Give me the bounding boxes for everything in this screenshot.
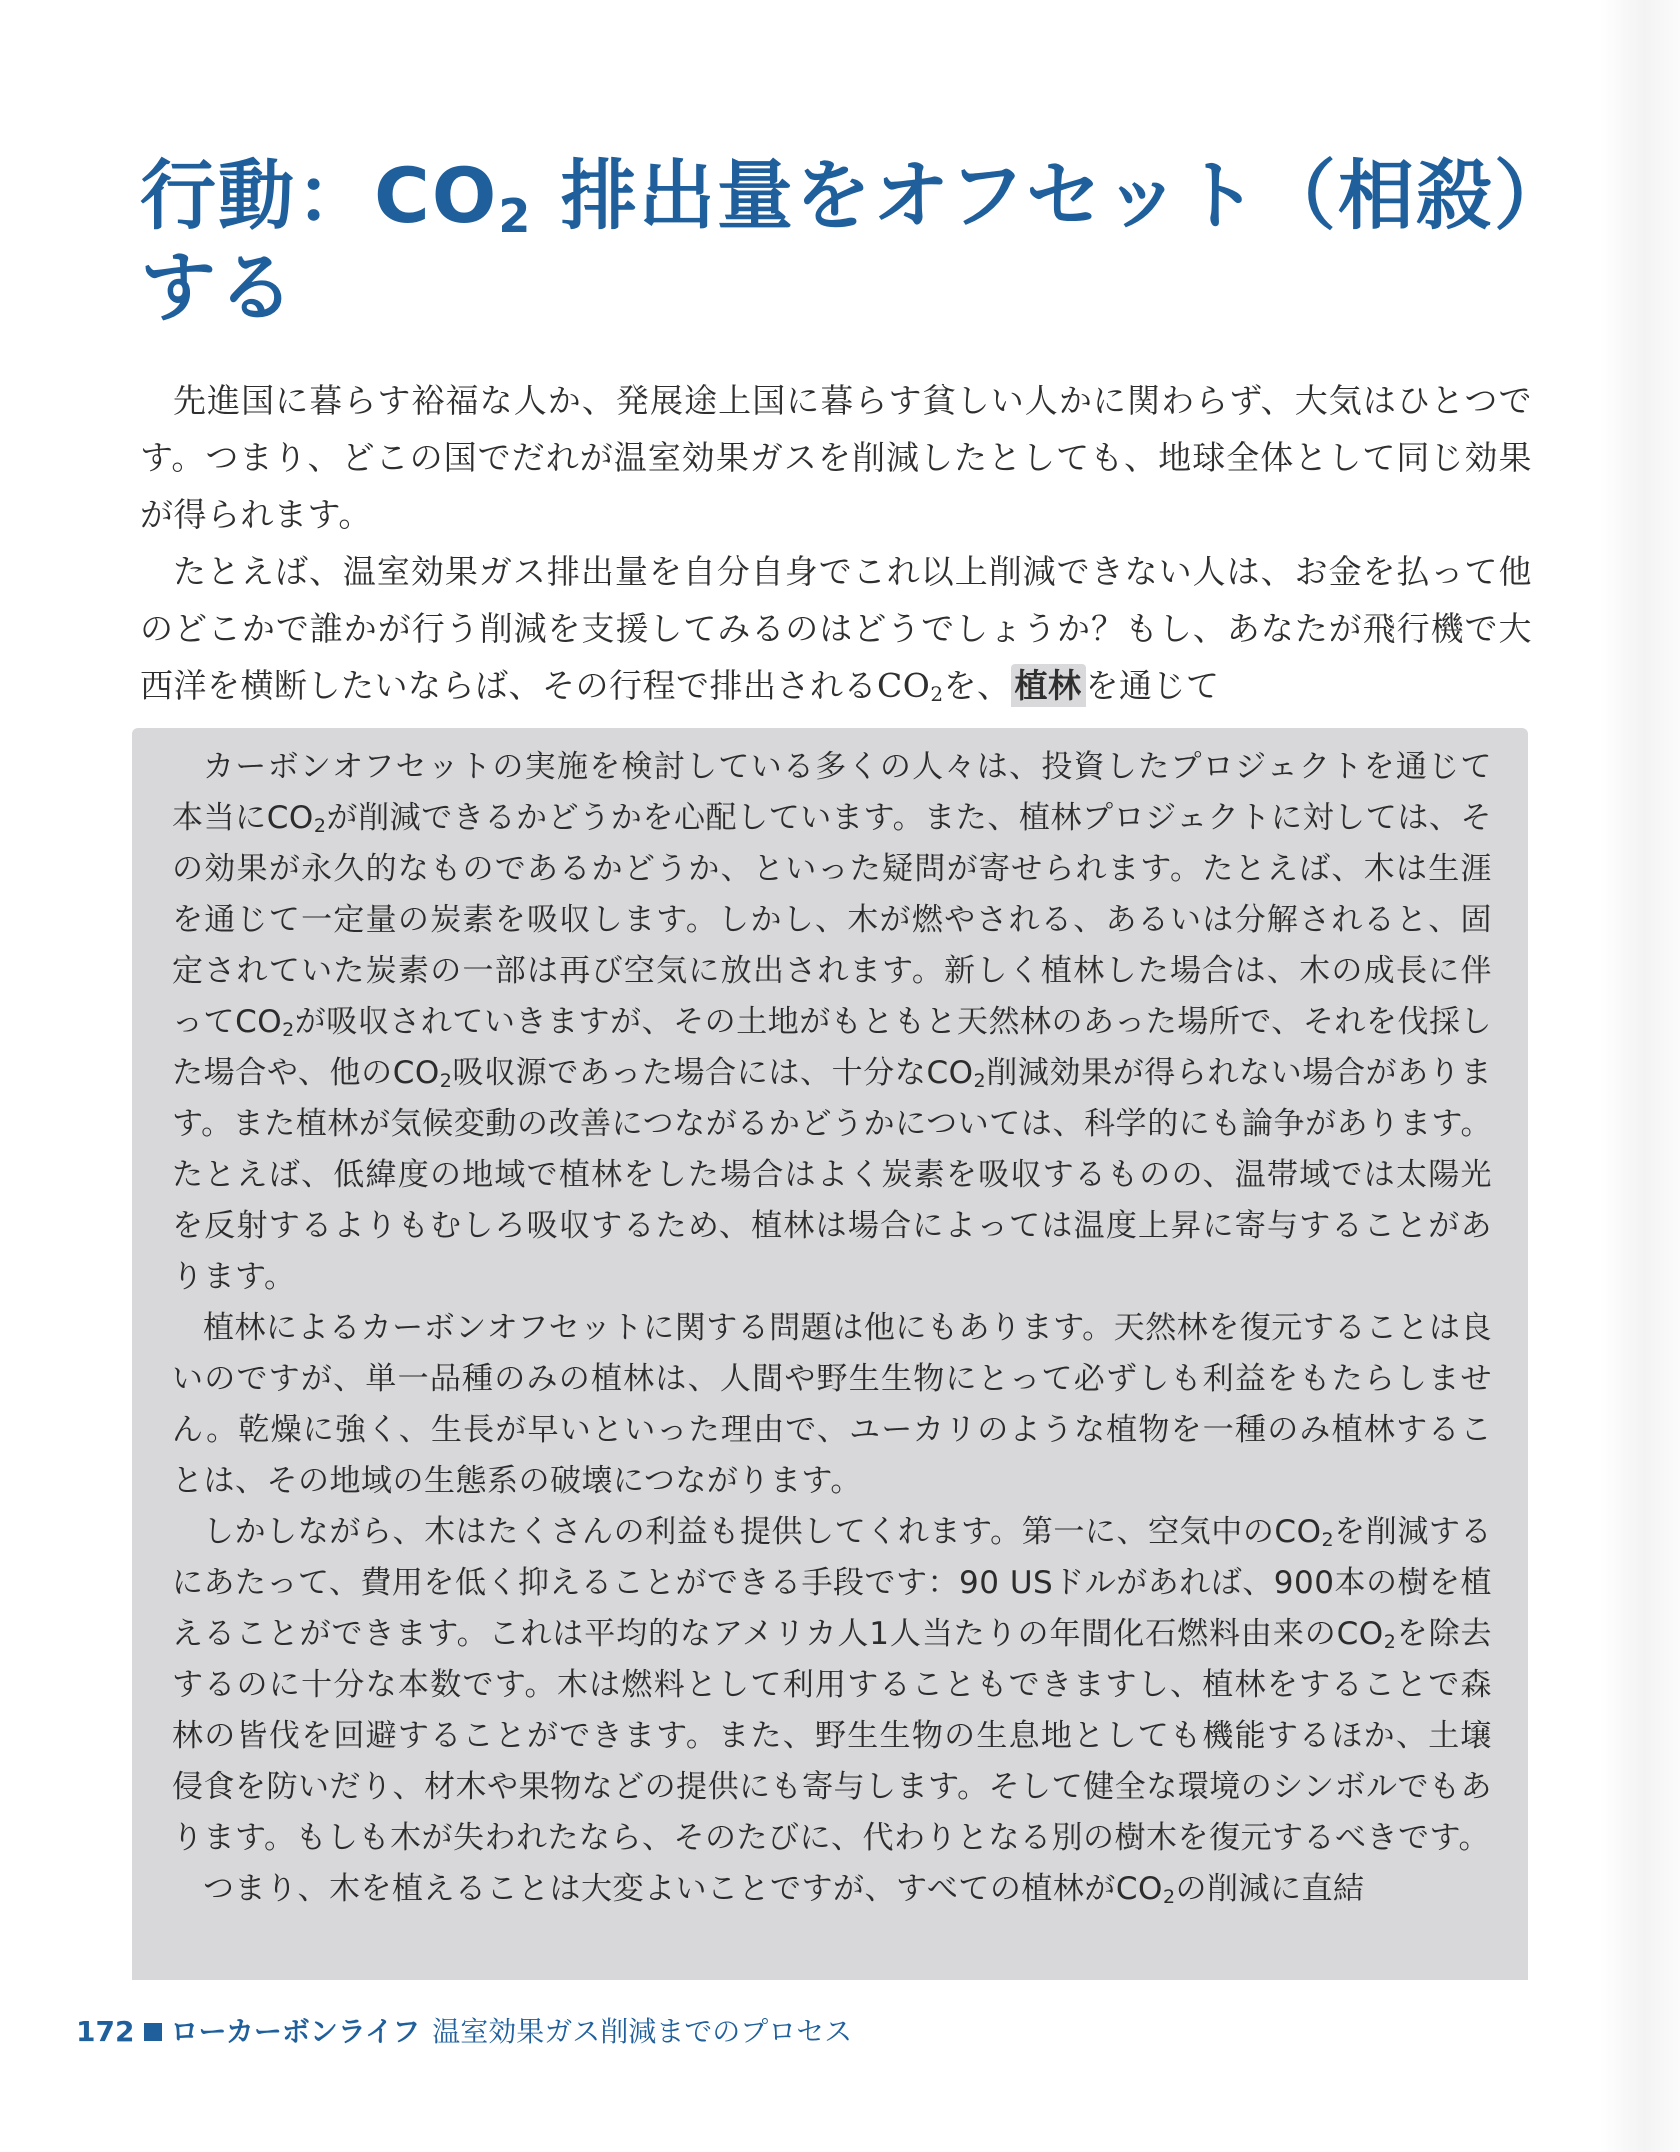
book-subtitle: 温室効果ガス削減までのプロセス	[432, 2015, 853, 2048]
sidebar-p4-text-2: の削減に直結	[1175, 1871, 1365, 1907]
co2-subscript: 2	[313, 815, 327, 837]
page-footer	[76, 2012, 852, 2052]
sidebar-p1-text-4: 吸収源であった場合には、十分なCO	[452, 1055, 974, 1091]
co2-subscript: 2	[1321, 1529, 1335, 1551]
page-number: 172	[76, 2015, 135, 2048]
sidebar-p1-text-3: が吸収されていきますが、その土地がもともと天然林のあった場所で、それを伐採した場合や、他のCO	[172, 1004, 1493, 1091]
intro-paragraph-2	[140, 543, 1532, 714]
co2-subscript: 2	[973, 1070, 987, 1092]
title-suffix: 排出量をオフセット（相殺）する	[140, 151, 1534, 332]
sidebar-p3-text-3: を除去するのに十分な本数です。木は燃料として利用することもできますし、植林をすることで森林の皆伐を回避することができます。また、野生生物の生息地としても機能するほか、土壌侵食を防いだり、材木や果物などの提供にも寄与します。そして健全な環境のシンボルでもあります。もしも木が失われたなら、そのたびに、代わりとなる別の樹木を復元するべきです。	[172, 1616, 1493, 1856]
glossary-sidebar-box	[132, 728, 1528, 1980]
sidebar-paragraph-4	[172, 1864, 1492, 1915]
sidebar-paragraph-1	[172, 742, 1492, 1303]
glossary-term-highlight[interactable]: 植林	[1011, 664, 1086, 707]
intro-p2-text-c: を通じて	[1085, 666, 1220, 705]
sidebar-text	[172, 742, 1492, 1915]
co2-subscript: 2	[439, 1070, 453, 1092]
co2-subscript: 2	[1162, 1886, 1176, 1908]
book-title: ローカーボンライフ	[170, 2015, 421, 2048]
intro-p2-text-a: たとえば、温室効果ガス排出量を自分自身でこれ以上削減できない人は、お金を払って他のどこかで誰かが行う削減を支援してみるのはどうでしょうか？もし、あなたが飛行機で大西洋を横断したいならば、その行程で排出されるCO	[140, 552, 1533, 705]
square-icon	[144, 2023, 162, 2041]
sidebar-p1-text-2: が削減できるかどうかを心配しています。また、植林プロジェクトに対しては、その効果が永久的なものであるかどうか、といった疑問が寄せられます。たとえば、木は生涯を通じて一定量の炭素を吸収します。しかし、木が燃やされる、あるいは分解されると、固定されていた炭素の一部は再び空気に放出されます。新しく植林した場合は、木の成長に伴ってCO	[172, 800, 1493, 1040]
page-title	[140, 150, 1560, 334]
title-subscript: 2	[498, 189, 533, 243]
sidebar-p1-text-1: カーボンオフセットの実施を検討している多くの人々は、投資したプロジェクトを通じて本当にCO	[172, 749, 1492, 836]
sidebar-p1-text-5: 削減効果が得られない場合があります。また植林が気候変動の改善につながるかどうかについては、科学的にも論争があります。たとえば、低緯度の地域で植林をした場合はよく炭素を吸収するものの、温帯域では太陽光を反射するよりもむしろ吸収するため、植林は場合によっては温度上昇に寄与することがあります。	[172, 1055, 1492, 1295]
sidebar-p3-text-2: を削減するにあたって、費用を低く抑えることができる手段です：90 USドルがあれば、900本の樹を植えることができます。これは平均的なアメリカ人1人当たりの年間化石燃料由来のCO	[172, 1514, 1493, 1652]
intro-p2-subscript: 2	[930, 682, 944, 706]
page-edge-shadow	[1600, 0, 1680, 2152]
co2-subscript: 2	[1383, 1631, 1397, 1653]
sidebar-paragraph-3	[172, 1507, 1492, 1864]
sidebar-p4-text-1: つまり、木を植えることは大変よいことですが、すべての植林がCO	[203, 1871, 1163, 1907]
sidebar-p3-text-1: しかしながら、木はたくさんの利益も提供してくれます。第一に、空気中のCO	[203, 1514, 1322, 1550]
title-prefix: 行動：CO	[140, 151, 499, 240]
intro-text	[140, 372, 1532, 714]
sidebar-paragraph-2: 植林によるカーボンオフセットに関する問題は他にもあります。天然林を復元することは良いのですが、単一品種のみの植林は、人間や野生生物にとって必ずしも利益をもたらしません。乾燥に強く、生長が早いといった理由で、ユーカリのような植物を一種のみ植林することは、その地域の生態系の破壊につながります。	[172, 1310, 1492, 1499]
co2-subscript: 2	[282, 1019, 295, 1041]
intro-p2-text-b: を、	[943, 666, 1011, 705]
intro-paragraph-1: 先進国に暮らす裕福な人か、発展途上国に暮らす貧しい人かに関わらず、大気はひとつです。つまり、どこの国でだれが温室効果ガスを削減したとしても、地球全体として同じ効果が得られます。	[140, 381, 1532, 534]
